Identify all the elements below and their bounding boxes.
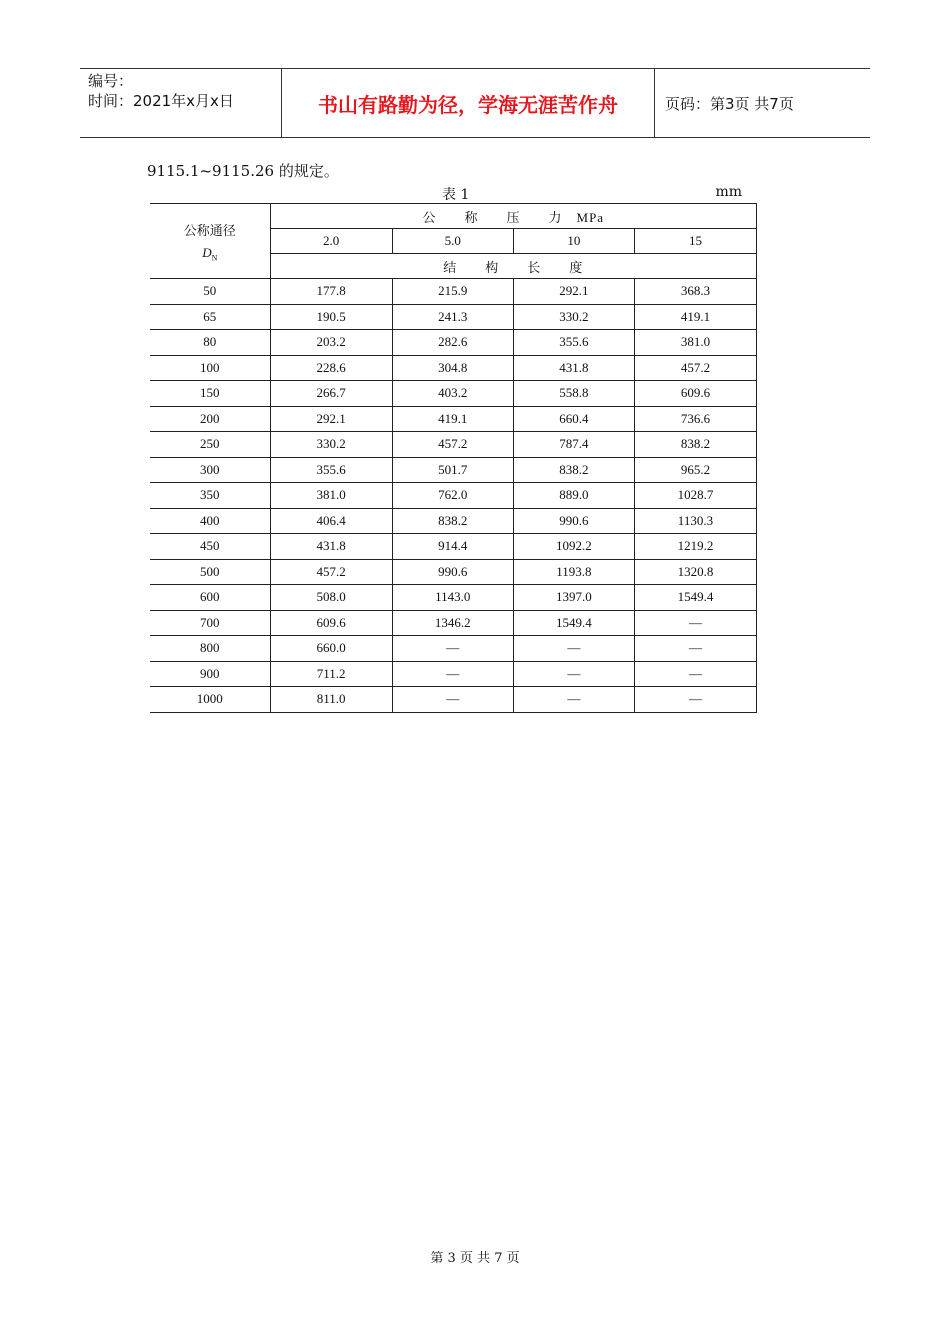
length-cell: 1193.8	[513, 559, 634, 585]
table-row	[150, 534, 757, 560]
length-header: 结 构 长 度	[270, 254, 756, 279]
length-cell: 457.2	[634, 355, 756, 381]
length-cell: 787.4	[513, 432, 634, 458]
length-cell: 406.4	[270, 508, 392, 534]
length-cell: 838.2	[513, 457, 634, 483]
length-cell: —	[513, 661, 634, 687]
length-cell: 838.2	[634, 432, 756, 458]
dn-cell: 400	[150, 508, 270, 534]
header-page-info: 页码：第3页 共7页	[665, 94, 794, 113]
dn-cell: 200	[150, 406, 270, 432]
length-cell: 1219.2	[634, 534, 756, 560]
length-cell: 177.8	[270, 279, 392, 305]
length-cell: 282.6	[392, 330, 513, 356]
length-cell: 457.2	[270, 559, 392, 585]
length-cell: —	[634, 636, 756, 662]
table-row	[150, 585, 757, 611]
length-cell: 190.5	[270, 304, 392, 330]
dn-cell: 150	[150, 381, 270, 407]
document-number-label: 编号：	[88, 72, 134, 90]
length-cell: 762.0	[392, 483, 513, 509]
pressure-value: 2.0	[270, 229, 392, 254]
dn-cell: 1000	[150, 687, 270, 713]
dn-cell: 600	[150, 585, 270, 611]
length-cell: 381.0	[634, 330, 756, 356]
dn-cell: 700	[150, 610, 270, 636]
length-cell: 990.6	[392, 559, 513, 585]
length-cell: 457.2	[392, 432, 513, 458]
length-cell: 1130.3	[634, 508, 756, 534]
length-cell: 1397.0	[513, 585, 634, 611]
length-cell: 355.6	[270, 457, 392, 483]
length-cell: 558.8	[513, 381, 634, 407]
length-cell: —	[392, 687, 513, 713]
length-cell: 1549.4	[513, 610, 634, 636]
table-header-row	[150, 204, 757, 229]
length-cell: —	[513, 636, 634, 662]
length-cell: 609.6	[634, 381, 756, 407]
length-cell: 228.6	[270, 355, 392, 381]
length-cell: 304.8	[392, 355, 513, 381]
length-cell: 811.0	[270, 687, 392, 713]
length-cell: 419.1	[392, 406, 513, 432]
table-row	[150, 432, 757, 458]
length-cell: 1320.8	[634, 559, 756, 585]
dn-cell: 500	[150, 559, 270, 585]
pressure-value: 15	[634, 229, 756, 254]
dn-symbol: $D_N$	[202, 244, 218, 263]
length-cell: 203.2	[270, 330, 392, 356]
length-cell: —	[634, 610, 756, 636]
length-cell: 990.6	[513, 508, 634, 534]
length-table	[150, 203, 757, 713]
length-cell: 508.0	[270, 585, 392, 611]
length-cell: 660.4	[513, 406, 634, 432]
dn-cell: 100	[150, 355, 270, 381]
length-cell: 965.2	[634, 457, 756, 483]
dn-cell: 350	[150, 483, 270, 509]
table-row	[150, 687, 757, 713]
length-cell: 330.2	[513, 304, 634, 330]
length-cell: —	[513, 687, 634, 713]
length-cell: 368.3	[634, 279, 756, 305]
pressure-value: 10	[513, 229, 634, 254]
pressure-value: 5.0	[392, 229, 513, 254]
length-cell: 431.8	[513, 355, 634, 381]
length-cell: 403.2	[392, 381, 513, 407]
length-cell: 838.2	[392, 508, 513, 534]
length-cell: 419.1	[634, 304, 756, 330]
length-cell: 292.1	[270, 406, 392, 432]
length-cell: 1549.4	[634, 585, 756, 611]
page-footer: 第 3 页 共 7 页	[430, 1251, 520, 1266]
length-cell: 355.6	[513, 330, 634, 356]
table-row	[150, 661, 757, 687]
table-row	[150, 636, 757, 662]
length-cell: 1092.2	[513, 534, 634, 560]
length-cell: 266.7	[270, 381, 392, 407]
table-row	[150, 279, 757, 305]
document-time-label: 时间：2021年x月x日	[88, 92, 234, 110]
length-cell: 914.4	[392, 534, 513, 560]
length-cell: 330.2	[270, 432, 392, 458]
table-row	[150, 508, 757, 534]
pressure-header: 公 称 压 力 MPa	[270, 204, 756, 229]
length-cell: 711.2	[270, 661, 392, 687]
table-caption: 表 1	[442, 187, 470, 203]
length-cell: 1028.7	[634, 483, 756, 509]
dn-cell: 65	[150, 304, 270, 330]
table-row	[150, 355, 757, 381]
dn-cell: 900	[150, 661, 270, 687]
header-left	[80, 69, 288, 139]
length-cell: 736.6	[634, 406, 756, 432]
table-unit: mm	[715, 184, 742, 200]
length-cell: 292.1	[513, 279, 634, 305]
length-cell: 660.0	[270, 636, 392, 662]
length-cell: 431.8	[270, 534, 392, 560]
table-row	[150, 406, 757, 432]
table-row	[150, 381, 757, 407]
header-motto: 书山有路勤为径，学海无涯苦作舟	[281, 69, 655, 137]
table-row	[150, 457, 757, 483]
length-cell: 1143.0	[392, 585, 513, 611]
table-row	[150, 610, 757, 636]
length-cell: —	[634, 687, 756, 713]
dn-cell: 50	[150, 279, 270, 305]
dn-cell: 450	[150, 534, 270, 560]
length-cell: 609.6	[270, 610, 392, 636]
table-row	[150, 304, 757, 330]
dn-header-cell	[150, 204, 270, 279]
length-cell: 215.9	[392, 279, 513, 305]
length-cell: —	[392, 636, 513, 662]
dn-cell: 300	[150, 457, 270, 483]
page-header	[80, 68, 870, 138]
table-row	[150, 330, 757, 356]
length-cell: 381.0	[270, 483, 392, 509]
length-cell: 501.7	[392, 457, 513, 483]
table-row	[150, 559, 757, 585]
dn-cell: 80	[150, 330, 270, 356]
intro-text: 9115.1~9115.26 的规定。	[147, 162, 339, 180]
length-cell: —	[392, 661, 513, 687]
table-row	[150, 483, 757, 509]
length-cell: 1346.2	[392, 610, 513, 636]
length-cell: —	[634, 661, 756, 687]
length-cell: 241.3	[392, 304, 513, 330]
length-cell: 889.0	[513, 483, 634, 509]
dn-cell: 800	[150, 636, 270, 662]
dn-cell: 250	[150, 432, 270, 458]
dn-label: 公称通径	[183, 222, 236, 238]
